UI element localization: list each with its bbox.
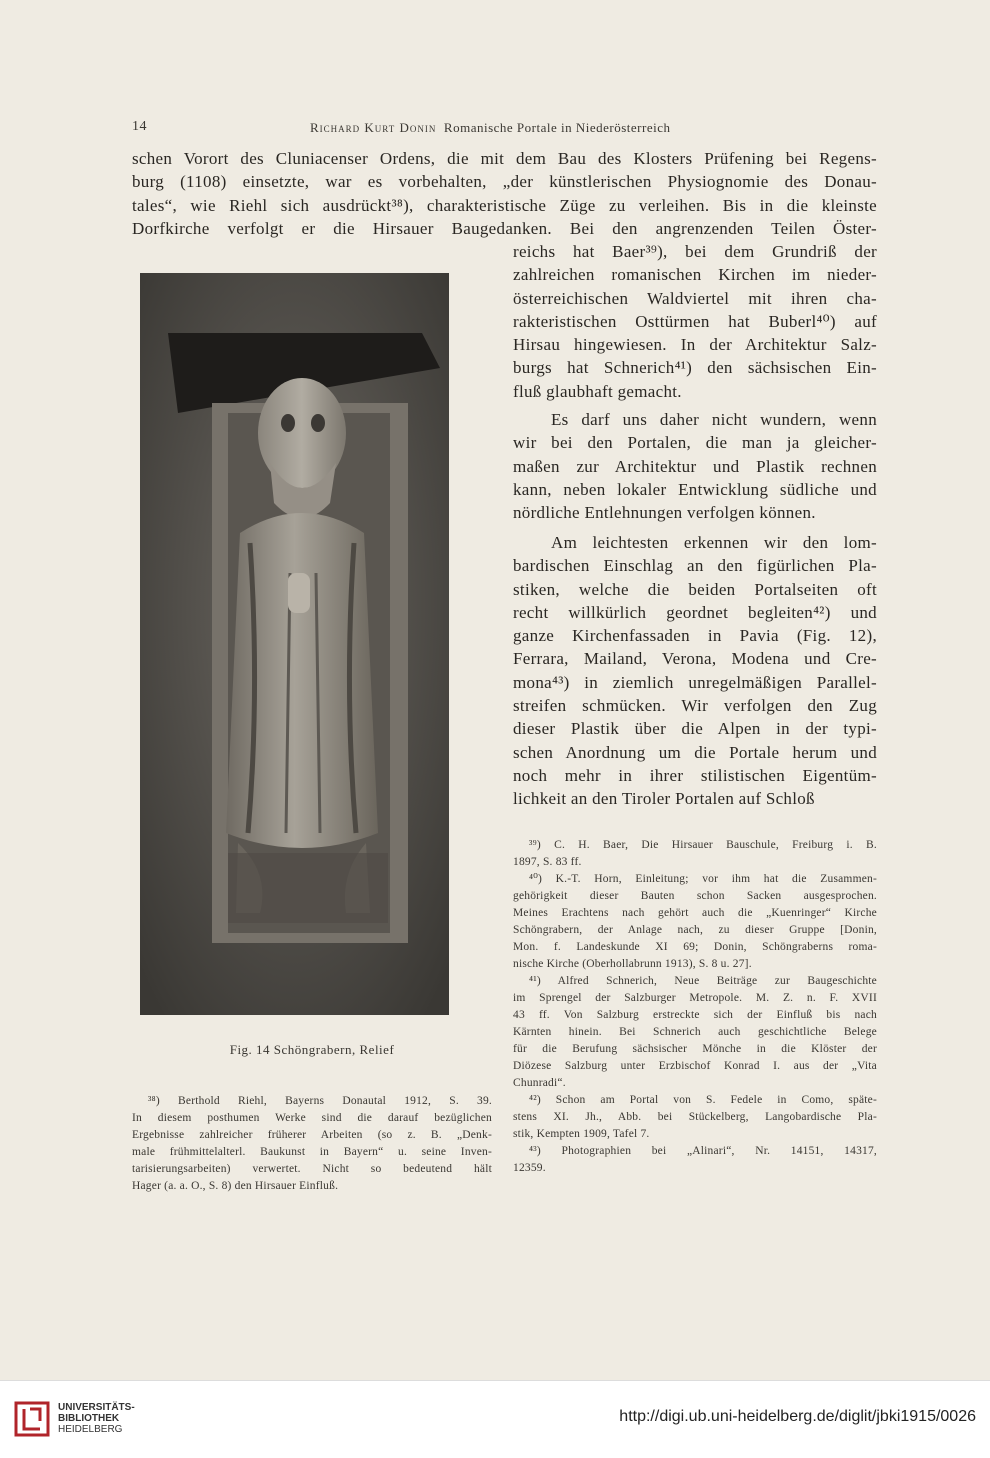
- digitization-footer: [0, 1380, 990, 1458]
- body-line: burgs hat Schnerich⁴¹) den sächsischen Ein-: [513, 358, 877, 378]
- permalink-url[interactable]: http://digi.ub.uni-heidelberg.de/diglit/jbki1915/0026: [619, 1408, 976, 1425]
- footnote-line: nische Kirche (Oberhollabrunn 1913), S. 8 u. 27].: [513, 958, 752, 970]
- library-name-line: BIBLIOTHEK: [58, 1413, 120, 1424]
- relief-figure-image: [140, 273, 449, 1015]
- body-line: kann, neben lokaler Entwicklung südliche und: [513, 479, 877, 499]
- library-logo-icon: [14, 1401, 50, 1437]
- library-name: [58, 1402, 135, 1435]
- footnote-line: Schöngrabern, der Anlage nach, zu dieser Gruppe [Donin,: [513, 924, 877, 936]
- footnote-line: Kärnten hinein. Bei Schnerich auch geschichtliche Belege: [513, 1026, 877, 1038]
- footnote-line: ³⁸) Berthold Riehl, Bayerns Donautal 1912, S. 39.: [148, 1095, 492, 1107]
- footnote-line: ⁴²) Schon am Portal von S. Fedele in Como, späte-: [529, 1094, 877, 1106]
- body-line: maßen zur Architektur und Plastik rechnen: [513, 456, 877, 476]
- body-line: Es darf uns daher nicht wundern, wenn: [551, 410, 877, 429]
- running-header: [132, 119, 877, 139]
- footnote-line: Ergebnisse zahlreicher früherer Arbeiten (so z. B. „Denk-: [132, 1129, 492, 1141]
- body-line: reichs hat Baer³⁹), bei dem Grundriß der: [513, 242, 877, 261]
- paragraph-2: [513, 408, 877, 524]
- body-line: dieser Plastik über die Alpen in der typi-: [513, 719, 877, 739]
- footnote-line: tarisierungsarbeiten) verwertet. Nicht so bedeutend hält: [132, 1163, 492, 1175]
- header-title: Romanische Portale in Niederösterreich: [443, 120, 671, 135]
- body-line: stiken, welche die beiden Portalseiten oft: [513, 579, 877, 599]
- paragraph-3: [513, 531, 877, 811]
- footnote-line: In diesem posthumen Werke sind die darauf bezüglichen: [132, 1112, 492, 1124]
- body-line: bardischen Einschlag an den figürlichen Pla-: [513, 556, 877, 576]
- body-line: tales“, wie Riehl sich ausdrückt³⁸), charakteristische Züge zu verleihen. Bis in die kleinste: [132, 196, 877, 215]
- body-line: recht willkürlich geordnet begleiten⁴²) und: [513, 602, 877, 622]
- body-line: österreichischen Waldviertel mit ihren cha-: [513, 288, 877, 308]
- page-number: 14: [132, 119, 147, 134]
- footnote-line: stens XI. Jh., Abb. bei Stückelberg, Langobardische Pla-: [513, 1111, 877, 1123]
- running-title: [310, 120, 670, 136]
- footnote-line: 1897, S. 83 ff.: [513, 856, 582, 868]
- body-line: rakteristischen Osttürmen hat Buberl⁴⁰) auf: [513, 311, 877, 331]
- footnote-line: ⁴¹) Alfred Schnerich, Neue Beiträge zur Baugeschichte: [529, 975, 877, 987]
- body-line: fluß glaubhaft gemacht.: [513, 381, 682, 401]
- body-line: zahlreichen romanischen Kirchen im nieder-: [513, 265, 877, 285]
- body-line: Ferrara, Mailand, Verona, Modena und Cre-: [513, 649, 877, 669]
- body-line: burg (1108) einsetzte, war es vorbehalten, „der künstlerischen Physiognomie des Donau-: [132, 172, 877, 191]
- footnote-line: gehörigkeit dieser Bauten schon Sacken ausgesprochen.: [513, 890, 877, 902]
- footnote-line: im Sprengel der Salzburger Metropole. M. Z. n. F. XVII: [513, 992, 877, 1004]
- body-line: ganze Kirchenfassaden in Pavia (Fig. 12),: [513, 626, 877, 646]
- footnote-line: stik, Kempten 1909, Tafel 7.: [513, 1128, 650, 1140]
- library-name-line: UNIVERSITÄTS-: [58, 1402, 135, 1413]
- footnote-line: ³⁹) C. H. Baer, Die Hirsauer Bauschule, Freiburg i. B.: [529, 839, 877, 851]
- body-line: Hirsau hingewiesen. In der Architektur Salz-: [513, 335, 877, 355]
- body-line: schen Anordnung um die Portale herum und: [513, 742, 877, 762]
- footnotes-left: [132, 1093, 492, 1195]
- body-line: Am leichtesten erkennen wir den lom-: [551, 533, 877, 552]
- body-line: noch mehr in ihrer stilistischen Eigentüm-: [513, 765, 877, 785]
- footnote-line: ⁴³) Photographien bei „Alinari“, Nr. 14151, 14317,: [529, 1145, 877, 1157]
- body-line: wir bei den Portalen, die man ja gleicher-: [513, 433, 877, 453]
- footnote-line: male frühmittelalterl. Baukunst in Bayern“ u. seine Inven-: [132, 1146, 492, 1158]
- body-line: Dorfkirche verfolgt er die Hirsauer Baugedanken. Bei den angrenzenden Teilen Öster-: [132, 219, 877, 238]
- body-line: nördliche Entlehnungen verfolgen können.: [513, 503, 816, 523]
- library-name-line: HEIDELBERG: [58, 1424, 123, 1435]
- paragraph-1: [513, 240, 877, 403]
- footnote-line: für die Berufung sächsischer Mönche in die Klöster der: [513, 1043, 877, 1055]
- footnote-line: Meines Erachtens nach gehört auch die „Kuenringer“ Kirche: [513, 907, 877, 919]
- footnote-line: Hager (a. a. O., S. 8) den Hirsauer Einfluß.: [132, 1180, 339, 1192]
- footnote-line: 43 ff. Von Salzburg erstreckte sich der Einfluß bis nach: [513, 1009, 877, 1021]
- relief-photograph: [140, 273, 449, 1015]
- body-line: lichkeit an den Tiroler Portalen auf Schloß: [513, 789, 815, 809]
- footnote-line: Diözese Salzburg unter Erzbischof Konrad I. aus der „Vita: [513, 1060, 877, 1072]
- figure-caption: Fig. 14 Schöngrabern, Relief: [229, 1042, 395, 1057]
- footnote-line: Mon. f. Landeskunde XI 69; Donin, Schöngraberns roma-: [513, 941, 877, 953]
- header-author: Richard Kurt Donin: [310, 120, 437, 135]
- footnotes-right: [513, 837, 877, 1177]
- body-line: schen Vorort des Cluniacenser Ordens, die mit dem Bau des Klosters Prüfening bei Regens-: [132, 149, 877, 168]
- footnote-line: ⁴⁰) K.-T. Horn, Einleitung; vor ihm hat die Zusammen-: [529, 873, 877, 885]
- footnote-line: 12359.: [513, 1162, 546, 1174]
- body-line: streifen schmücken. Wir verfolgen den Zug: [513, 696, 877, 716]
- footnote-line: Chunradi“.: [513, 1077, 566, 1089]
- body-line: mona⁴³) in ziemlich unregelmäßigen Parallel-: [513, 672, 877, 692]
